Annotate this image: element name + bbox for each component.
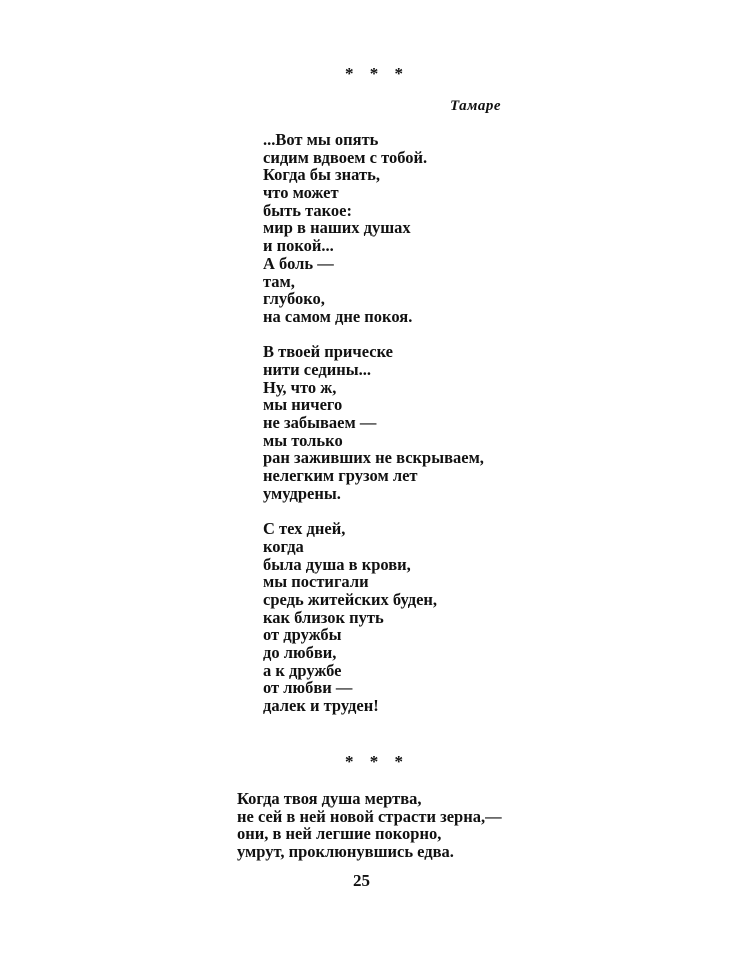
- poem-line: не забываем —: [263, 413, 377, 432]
- stanza: [263, 131, 484, 326]
- poem-line: умудрены.: [263, 483, 341, 503]
- poem-line: А боль —: [263, 253, 334, 273]
- poem-line: мы только: [263, 430, 343, 450]
- stanza: [263, 343, 484, 502]
- poem-line: не сей в ней новой страсти зерна,—: [237, 806, 502, 826]
- poem-line: глубоко,: [263, 289, 325, 309]
- poem-line: нелегким грузом лет: [263, 466, 418, 486]
- poem-line: на самом дне покоя.: [263, 306, 413, 326]
- poem-line: от любви —: [263, 678, 353, 698]
- poem-line: от дружбы: [263, 625, 342, 645]
- poem-line: ...Вот мы опять: [263, 130, 379, 149]
- poem-line: до любви,: [263, 642, 337, 662]
- poem-body: [263, 131, 484, 715]
- poem-line: быть такое:: [263, 200, 353, 220]
- poem-line: что может: [263, 183, 339, 203]
- section-separator: * * *: [345, 64, 409, 83]
- poem-line: мир в наших душах: [263, 218, 411, 238]
- poem-line: а к дружбе: [263, 660, 342, 680]
- page-number: 25: [353, 871, 370, 890]
- poem-line: и покой...: [263, 236, 334, 256]
- poem-body: [237, 790, 502, 861]
- poem-dedication: Тамаре: [450, 98, 502, 114]
- poem-line: Когда твоя душа мертва,: [237, 789, 422, 808]
- poem-line: ран заживших не вскрываем,: [263, 448, 484, 468]
- poem-line: В твоей прическе: [263, 342, 394, 362]
- poem-line: нити седины...: [263, 359, 371, 379]
- stanza: [237, 790, 502, 861]
- poem-line: далек и труден!: [263, 696, 379, 715]
- poem-line: они, в ней легшие покорно,: [237, 824, 442, 844]
- poem-line: средь житейских буден,: [263, 589, 438, 609]
- stanza: [263, 520, 484, 715]
- poem-line: сидим вдвоем с тобой.: [263, 147, 428, 167]
- poem-line: Когда бы знать,: [263, 165, 380, 185]
- poem-line: когда: [263, 536, 304, 556]
- poem-line: мы ничего: [263, 395, 343, 415]
- poem-line: С тех дней,: [263, 519, 346, 539]
- section-separator: * * *: [345, 752, 409, 771]
- poem-line: была душа в крови,: [263, 554, 411, 574]
- poem-line: там,: [263, 271, 295, 291]
- poem-line: умрут, проклюнувшись едва.: [237, 842, 454, 862]
- poem-line: мы постигали: [263, 572, 369, 592]
- poem-line: Ну, что ж,: [263, 377, 337, 397]
- poem-line: как близок путь: [263, 607, 384, 627]
